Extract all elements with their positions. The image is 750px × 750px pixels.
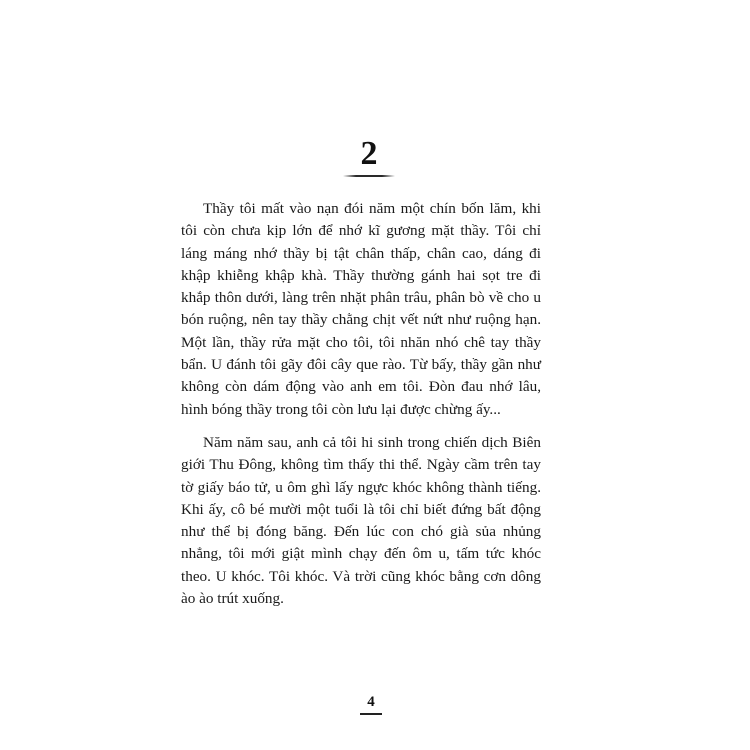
page-footer	[0, 693, 742, 715]
page-number-underline	[360, 713, 382, 715]
chapter-underline	[343, 175, 395, 177]
chapter-heading	[0, 134, 738, 177]
paragraph-1: Thầy tôi mất vào nạn đói năm một chín bốn lăm, khi tôi còn chưa kịp lớn để nhớ kĩ gương mặt thầy. Tôi chỉ láng máng nhớ thầy bị tật chân thấp, chân cao, dáng đi khập khiễng khập khà. Thầy thường gánh hai sọt tre đi khắp thôn dưới, làng trên nhặt phân trâu, phân bò về cho u bón ruộng, nên tay thầy chằng chịt vết nứt như ruộng hạn. Một lần, thầy rửa mặt cho tôi, tôi nhăn nhó chê tay thầy bẩn. U đánh tôi gãy đôi cây que rào. Từ bấy, thầy gần như không còn dám động vào anh em tôi. Đòn đau nhớ lâu, hình bóng thầy trong tôi còn lưu lại được chừng ấy...	[181, 200, 541, 418]
page-number: 4	[367, 694, 375, 710]
paragraph-2: Năm năm sau, anh cả tôi hi sinh trong chiến dịch Biên giới Thu Đông, không tìm thấy thi thể. Ngày cầm trên tay tờ giấy báo tử, u ôm ghì lấy ngực khóc không thành tiếng. Khi ấy, cô bé mười một tuổi là tôi chỉ biết đứng bất động như thể bị đóng băng. Đến lúc con chó già sủa nhủng nhẳng, tôi mới giật mình chạy đến ôm u, tấm tức khóc theo. U khóc. Tôi khóc. Và trời cũng khóc bằng cơn dông ào ào trút xuống.	[181, 433, 541, 608]
chapter-body	[181, 198, 541, 610]
chapter-number: 2	[360, 135, 378, 172]
